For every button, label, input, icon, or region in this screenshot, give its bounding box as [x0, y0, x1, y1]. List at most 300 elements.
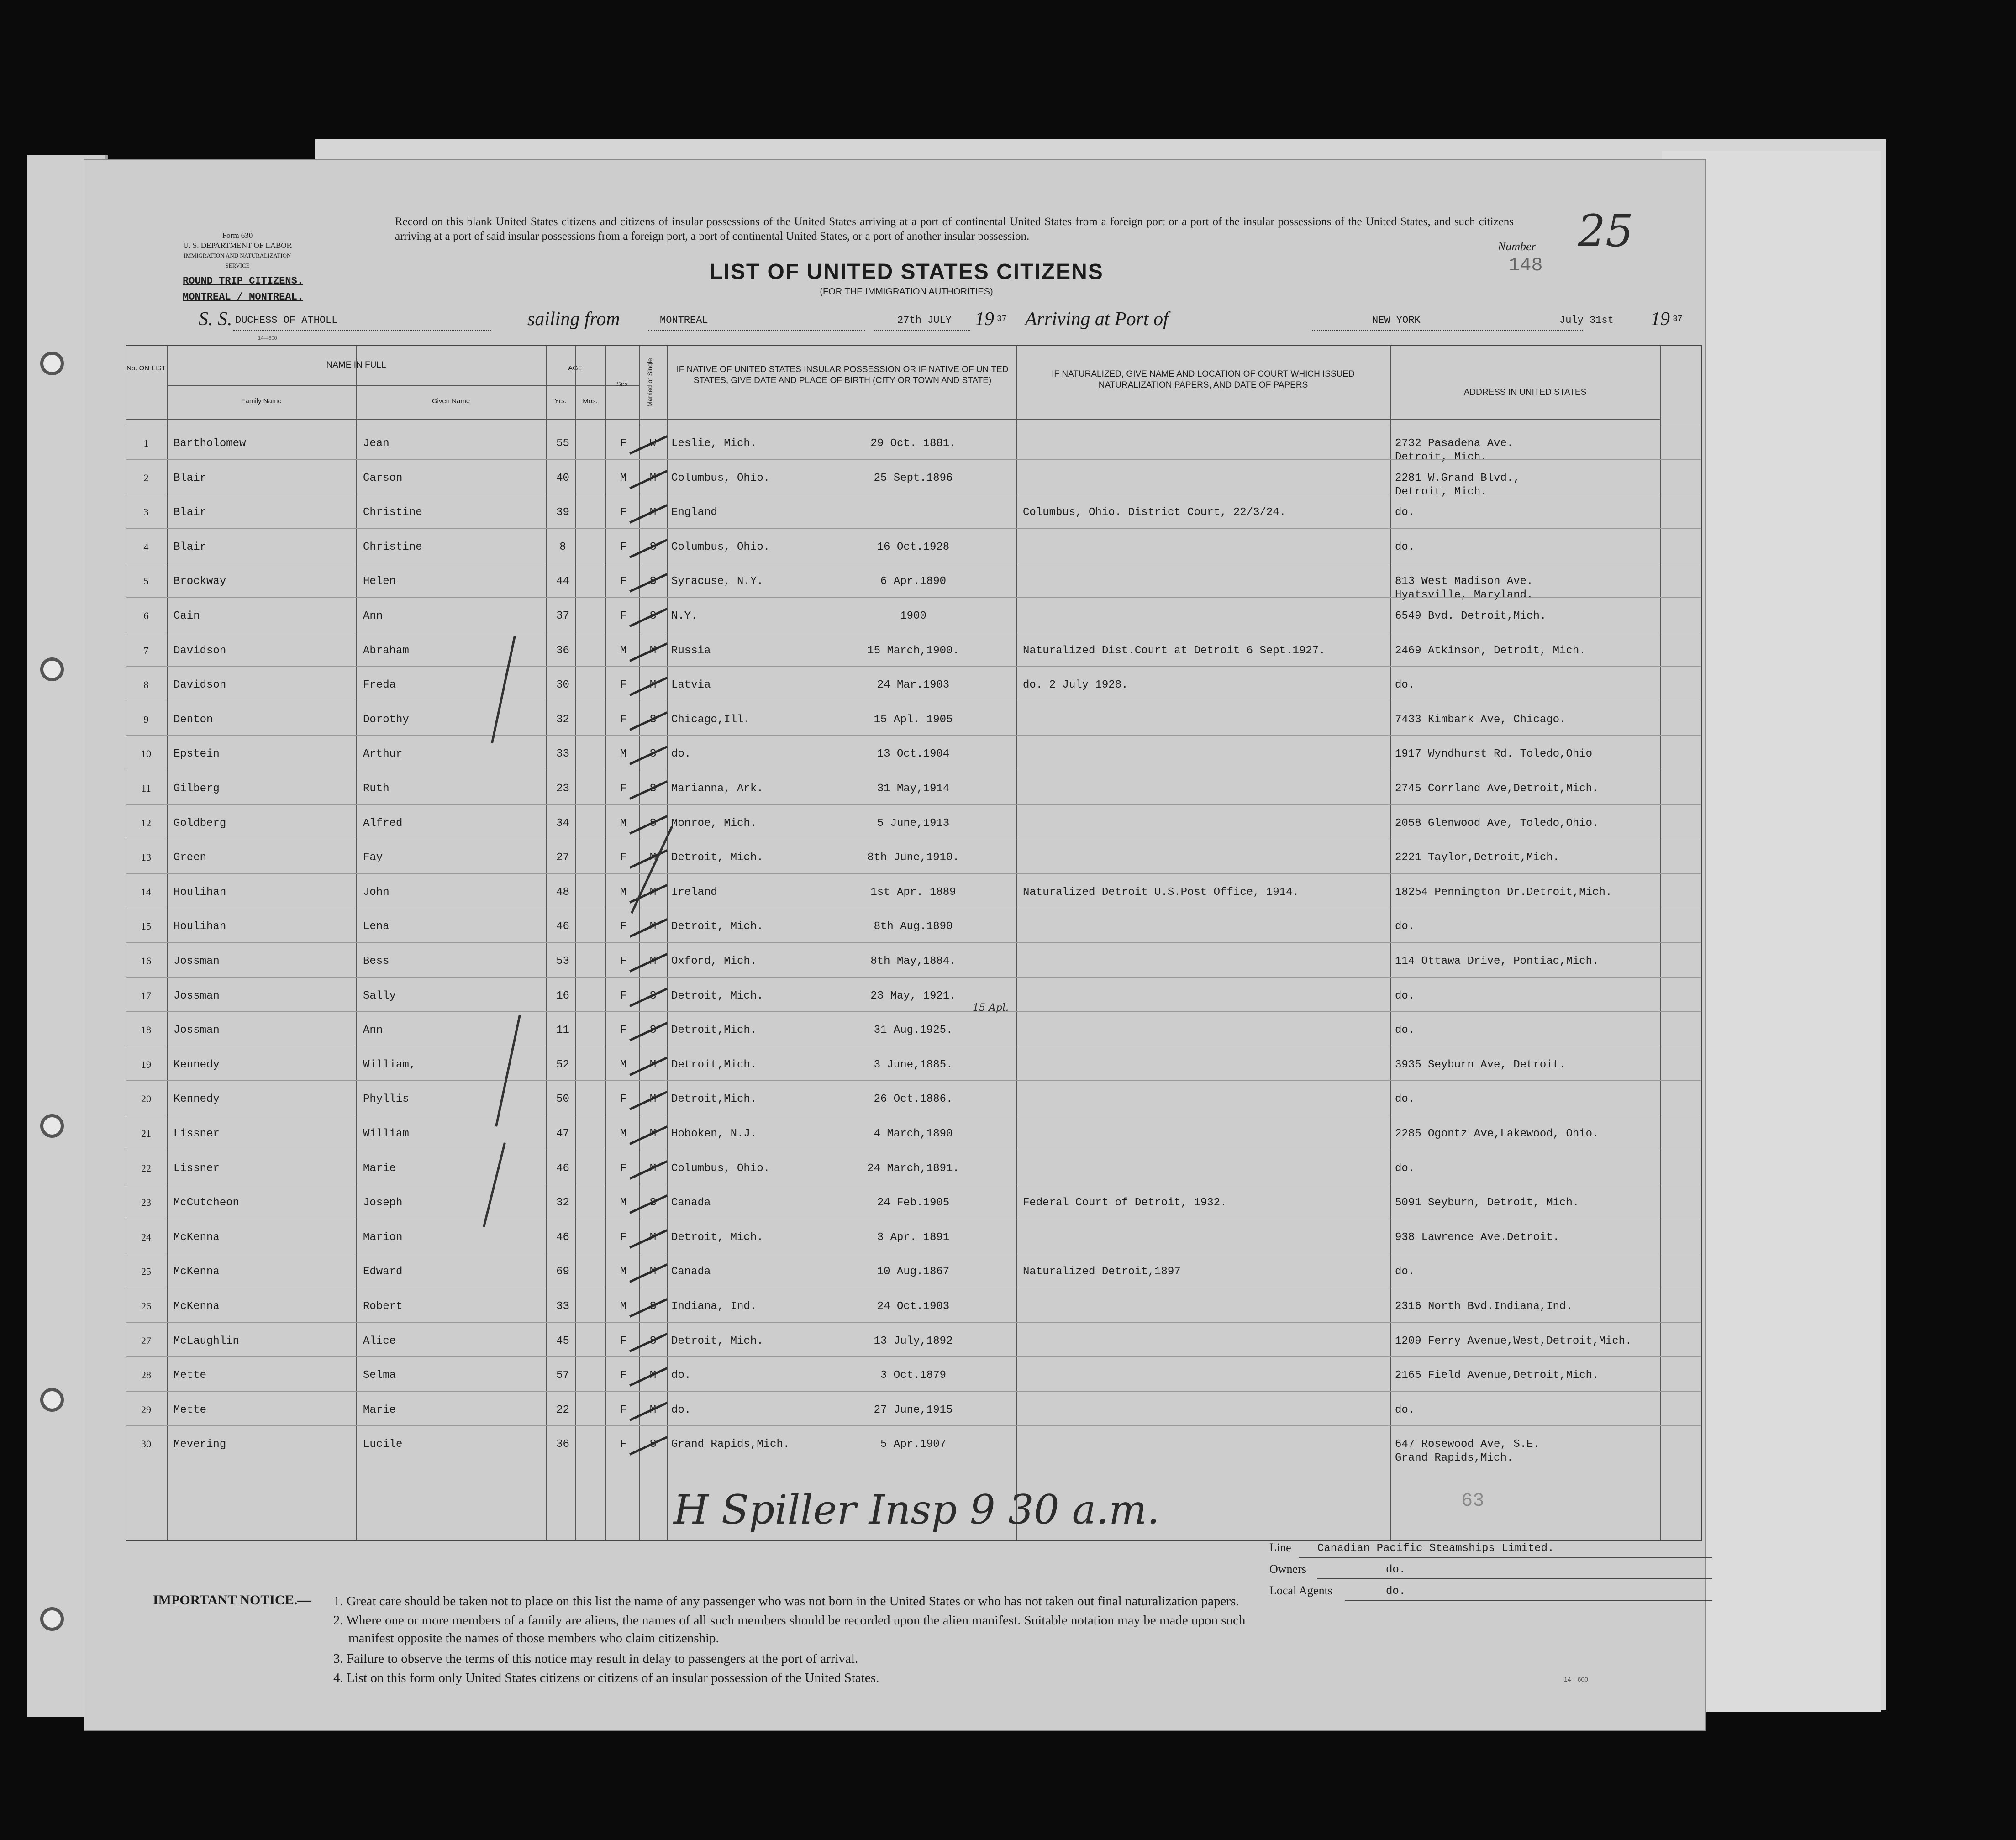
department: U. S. DEPARTMENT OF LABOR — [183, 241, 292, 250]
cell-sex: F — [620, 1024, 627, 1037]
cell-given: Carson — [363, 472, 403, 484]
table-row — [126, 1356, 1701, 1391]
cell-addr1: do. — [1395, 1024, 1415, 1037]
cell-date: 13 July,1892 — [874, 1335, 953, 1347]
cell-given: Alice — [363, 1335, 396, 1347]
number-label: Number — [1498, 240, 1536, 253]
cell-ms: S — [649, 1300, 657, 1313]
cell-addr1: 2285 Ogontz Ave,Lakewood, Ohio. — [1395, 1128, 1599, 1140]
cell-ms: M — [649, 1128, 657, 1140]
cell-yrs: 32 — [556, 1197, 569, 1209]
cell-date: 3 Apr. 1891 — [877, 1231, 950, 1244]
cell-nat: Federal Court of Detroit, 1932. — [1023, 1197, 1227, 1209]
row-rule — [126, 597, 1701, 598]
cell-nat: Naturalized Detroit,1897 — [1023, 1266, 1181, 1278]
cell-given: Alfred — [363, 817, 403, 830]
cell-addr1: 813 West Madison Ave. — [1395, 575, 1533, 588]
cell-addr1: 2732 Pasadena Ave. — [1395, 437, 1514, 450]
cell-ms: M — [649, 1266, 657, 1278]
row-rule — [126, 1011, 1701, 1012]
cell-yrs: 34 — [556, 817, 569, 830]
cell-addr1: 2316 North Bvd.Indiana,Ind. — [1395, 1300, 1573, 1313]
cell-nat: Naturalized Dist.Court at Detroit 6 Sept.1927. — [1023, 644, 1326, 657]
cell-addr1: do. — [1395, 920, 1415, 933]
cell-sex: F — [620, 713, 627, 726]
header-married-single: Married or Single — [646, 358, 653, 407]
cell-date: 3 June,1885. — [874, 1058, 953, 1071]
cell-sex: F — [620, 1438, 627, 1451]
cell-family: Bartholomew — [174, 437, 246, 450]
table-row — [126, 1150, 1701, 1184]
header-naturalized: IF NATURALIZED, GIVE NAME AND LOCATION OF COURT WHICH ISSUED NATURALIZATION PAPERS, AND DATE OF PAPERS — [1052, 369, 1355, 390]
underline — [874, 330, 970, 331]
cell-date: 4 March,1890 — [874, 1128, 953, 1140]
punch-hole — [40, 1114, 64, 1138]
table-row — [126, 494, 1701, 528]
year-from: 37 — [997, 315, 1007, 324]
cell-family: McCutcheon — [174, 1197, 240, 1209]
agents-label: Local Agents — [1269, 1584, 1332, 1597]
row-rule — [126, 977, 1701, 978]
cell-ms: M — [649, 1231, 657, 1244]
header-rule — [167, 385, 639, 386]
cell-no: 24 — [141, 1231, 151, 1243]
cell-no: 19 — [141, 1058, 151, 1070]
cell-sex: F — [620, 852, 627, 864]
cell-ms: M — [649, 1162, 657, 1175]
cell-given: Marie — [363, 1162, 396, 1175]
punch-hole — [40, 657, 64, 681]
cell-given: Lucile — [363, 1438, 403, 1451]
cell-ms: S — [649, 1438, 657, 1451]
manifest-form — [84, 160, 1705, 1730]
cell-addr2: Detroit, Mich. — [1395, 485, 1487, 498]
cell-date: 16 Oct.1928 — [877, 541, 950, 553]
cell-no: 17 — [141, 989, 151, 1001]
table-row — [126, 666, 1701, 701]
cell-nat: do. 2 July 1928. — [1023, 679, 1128, 692]
cell-sex: M — [620, 1058, 627, 1071]
passenger-table — [126, 345, 1702, 1541]
table-row — [126, 908, 1701, 942]
cell-no: 2 — [143, 472, 149, 484]
table-row — [126, 597, 1701, 632]
cell-sex: F — [620, 437, 627, 450]
cell-date: 25 Sept.1896 — [874, 472, 953, 484]
cell-ms: S — [649, 610, 657, 622]
cell-family: Brockway — [174, 575, 226, 588]
cell-addr1: 2058 Glenwood Ave, Toledo,Ohio. — [1395, 817, 1599, 830]
cell-ms: M — [649, 886, 657, 899]
cell-no: 5 — [143, 575, 149, 587]
cell-no: 11 — [141, 783, 151, 794]
cell-addr1: do. — [1395, 989, 1415, 1002]
cell-family: Mette — [174, 1404, 207, 1416]
cell-no: 9 — [143, 713, 149, 725]
row-rule — [126, 1391, 1701, 1392]
table-row — [126, 425, 1701, 463]
cell-yrs: 53 — [556, 955, 569, 967]
port-from: MONTREAL — [660, 315, 708, 326]
cell-addr1: do. — [1395, 1162, 1415, 1175]
cell-ms: M — [649, 679, 657, 692]
underline — [648, 330, 865, 331]
cell-ms: S — [649, 1197, 657, 1209]
cell-ms: M — [649, 506, 657, 519]
cell-given: Marion — [363, 1231, 403, 1244]
cell-yrs: 37 — [556, 610, 569, 622]
row-rule — [126, 942, 1701, 943]
cell-date: 10 Aug.1867 — [877, 1266, 950, 1278]
notice-1: 1. Great care should be taken not to place on this list the name of any passenger who was not born in the United States or who has not taken out final naturalization papers. — [333, 1594, 1239, 1609]
cell-place: Monroe, Mich. — [671, 817, 757, 830]
cell-sex: M — [620, 817, 627, 830]
row-rule — [126, 1080, 1701, 1081]
notice-2-cont: manifest opposite the names of those members who claim citizenship. — [348, 1631, 719, 1645]
page-subtitle: (FOR THE IMMIGRATION AUTHORITIES) — [820, 287, 993, 297]
year-from-prefix: 19 — [975, 309, 994, 330]
number-stamp: 148 — [1508, 254, 1543, 276]
punch-hole — [40, 1607, 64, 1631]
table-row — [126, 459, 1701, 498]
table-row — [126, 770, 1701, 804]
cell-addr1: 647 Rosewood Ave, S.E. — [1395, 1438, 1540, 1451]
cell-given: Christine — [363, 506, 422, 519]
cell-addr2: Detroit, Mich. — [1395, 451, 1487, 463]
header-given-name: Given Name — [432, 397, 470, 405]
sailing-label: sailing from — [527, 309, 620, 330]
row-rule — [126, 804, 1701, 805]
cell-sex: M — [620, 1128, 627, 1140]
table-row — [126, 735, 1701, 770]
cell-place: Canada — [671, 1266, 711, 1278]
print-code: 14—600 — [258, 336, 277, 341]
cell-yrs: 45 — [556, 1335, 569, 1347]
cell-addr1: 2165 Field Avenue,Detroit,Mich. — [1395, 1369, 1599, 1382]
cell-given: Sally — [363, 989, 396, 1002]
cell-addr1: do. — [1395, 1266, 1415, 1278]
cell-place: Syracuse, N.Y. — [671, 575, 763, 588]
row-rule — [126, 1322, 1701, 1323]
cell-sex: F — [620, 1335, 627, 1347]
cell-place: England — [671, 506, 717, 519]
cell-family: Green — [174, 852, 207, 864]
cell-yrs: 46 — [556, 1162, 569, 1175]
cell-place: do. — [671, 748, 691, 761]
row-rule — [126, 735, 1701, 736]
cell-addr1: 18254 Pennington Dr.Detroit,Mich. — [1395, 886, 1612, 899]
stamp-63: 63 — [1461, 1490, 1484, 1512]
intro-text: Record on this blank United States citizens and citizens of insular possessions of the United States arriving at a port of continental United States from a foreign port or a port of the insular possessions of the United States, and such citizens arriving at a port of said insular possessions from a foreign port, a port of continental United States, or a port of another insular possession. — [395, 216, 1514, 242]
cell-family: Blair — [174, 472, 207, 484]
form-header — [174, 231, 301, 271]
cell-date: 8th Aug.1890 — [874, 920, 953, 933]
cell-no: 3 — [143, 506, 149, 518]
cell-family: Jossman — [174, 989, 220, 1002]
header-address: ADDRESS IN UNITED STATES — [1463, 388, 1587, 397]
cell-yrs: 23 — [556, 783, 569, 795]
cell-yrs: 48 — [556, 886, 569, 899]
cell-sex: M — [620, 1197, 627, 1209]
cell-date: 24 March,1891. — [867, 1162, 959, 1175]
cell-ms: S — [649, 989, 657, 1002]
cell-given: Ruth — [363, 783, 390, 795]
header-age: AGE — [568, 364, 583, 372]
cell-given: William, — [363, 1058, 416, 1071]
cell-family: Denton — [174, 713, 213, 726]
header-yrs: Yrs. — [554, 397, 567, 405]
cell-family: Kennedy — [174, 1093, 220, 1106]
header-birth: IF NATIVE OF UNITED STATES INSULAR POSSESSION OR IF NATIVE OF UNITED STATES, GIVE DATE AND PLACE OF BIRTH (CITY OR TOWN AND STATE) — [676, 365, 1009, 385]
cell-place: Detroit, Mich. — [671, 1231, 763, 1244]
table-row — [126, 1253, 1701, 1288]
cell-sex: F — [620, 1162, 627, 1175]
table-row — [126, 632, 1701, 667]
cell-yrs: 57 — [556, 1369, 569, 1382]
cell-family: Lissner — [174, 1162, 220, 1175]
cell-no: 22 — [141, 1162, 151, 1174]
page-title: LIST OF UNITED STATES CITIZENS — [709, 260, 1104, 284]
cell-sex: F — [620, 920, 627, 933]
cell-place: Grand Rapids,Mich. — [671, 1438, 790, 1451]
cell-given: Freda — [363, 679, 396, 692]
cell-addr1: 6549 Bvd. Detroit,Mich. — [1395, 610, 1547, 622]
cell-addr1: 7433 Kimbark Ave, Chicago. — [1395, 713, 1566, 726]
cell-no: 8 — [143, 679, 149, 691]
cell-ms: M — [649, 1058, 657, 1071]
row-rule — [126, 1425, 1701, 1426]
number-handwritten: 25 — [1578, 205, 1634, 257]
cell-no: 18 — [141, 1024, 151, 1036]
cell-given: Ann — [363, 610, 383, 622]
cell-no: 26 — [141, 1300, 151, 1312]
table-row — [126, 942, 1701, 977]
cell-sex: M — [620, 748, 627, 761]
cell-family: Mette — [174, 1369, 207, 1382]
cell-date: 31 Aug.1925. — [874, 1024, 953, 1037]
cell-date: 8th June,1910. — [867, 852, 959, 864]
cell-yrs: 32 — [556, 713, 569, 726]
cell-family: Houlihan — [174, 886, 226, 899]
cell-addr1: do. — [1395, 506, 1415, 519]
punch-hole — [40, 1388, 64, 1412]
table-row — [126, 1115, 1701, 1150]
table-row — [126, 1046, 1701, 1081]
cell-family: Mevering — [174, 1438, 226, 1451]
port-to: NEW YORK — [1372, 315, 1421, 326]
cell-family: Jossman — [174, 955, 220, 967]
cell-ms: S — [649, 1024, 657, 1037]
cell-given: Selma — [363, 1369, 396, 1382]
cell-nat: Columbus, Ohio. District Court, 22/3/24. — [1023, 506, 1286, 519]
cell-family: Blair — [174, 541, 207, 553]
cell-given: Abraham — [363, 644, 409, 657]
cell-place: Detroit,Mich. — [671, 1093, 757, 1106]
cell-date: 15 March,1900. — [867, 644, 959, 657]
cell-given: Phyllis — [363, 1093, 409, 1106]
cell-date: 6 Apr.1890 — [880, 575, 947, 588]
header-rule — [126, 419, 1660, 420]
cell-addr1: do. — [1395, 1404, 1415, 1416]
cell-ms: S — [649, 1335, 657, 1347]
cell-yrs: 36 — [556, 644, 569, 657]
header-family-name: Family Name — [241, 397, 282, 405]
table-row — [126, 977, 1701, 1012]
round-trip-route: MONTREAL / MONTREAL. — [183, 291, 304, 303]
cell-family: Lissner — [174, 1128, 220, 1140]
cell-family: Davidson — [174, 644, 226, 657]
cell-family: Gilberg — [174, 783, 220, 795]
cell-given: Joseph — [363, 1197, 403, 1209]
table-row — [126, 701, 1701, 736]
cell-place: Chicago,Ill. — [671, 713, 750, 726]
cell-no: 4 — [143, 541, 149, 552]
table-row — [126, 563, 1701, 602]
cell-addr2: Hyatsville, Maryland. — [1395, 589, 1533, 602]
cell-sex: F — [620, 610, 627, 622]
cell-yrs: 47 — [556, 1128, 569, 1140]
cell-date: 5 June,1913 — [877, 817, 950, 830]
table-row — [126, 1011, 1701, 1046]
cell-no: 14 — [141, 886, 151, 898]
cell-yrs: 50 — [556, 1093, 569, 1106]
row-rule — [126, 459, 1701, 460]
cell-family: Jossman — [174, 1024, 220, 1037]
cell-yrs: 33 — [556, 1300, 569, 1313]
row9-annotation: 15 Apl. — [973, 1002, 1009, 1014]
cell-date: 24 Oct.1903 — [877, 1300, 950, 1313]
cell-sex: F — [620, 1093, 627, 1106]
cell-place: Detroit, Mich. — [671, 852, 763, 864]
cell-ms: M — [649, 472, 657, 484]
cell-family: Houlihan — [174, 920, 226, 933]
cell-ms: M — [649, 1404, 657, 1416]
cell-place: Detroit,Mich. — [671, 1058, 757, 1071]
cell-given: Ann — [363, 1024, 383, 1037]
cell-sex: F — [620, 989, 627, 1002]
cell-no: 16 — [141, 955, 151, 967]
cell-addr1: 3935 Seyburn Ave, Detroit. — [1395, 1058, 1566, 1071]
cell-yrs: 16 — [556, 989, 569, 1002]
cell-place: Oxford, Mich. — [671, 955, 757, 967]
cell-yrs: 11 — [556, 1024, 569, 1037]
cell-date: 23 May, 1921. — [870, 989, 956, 1002]
cell-sex: F — [620, 1404, 627, 1416]
date-from: 27th JULY — [897, 315, 952, 326]
cell-date: 13 Oct.1904 — [877, 748, 950, 761]
header-no: No. ON LIST — [126, 364, 166, 372]
cell-date: 1st Apr. 1889 — [870, 886, 956, 899]
row-rule — [126, 873, 1701, 874]
cell-date: 15 Apl. 1905 — [874, 713, 953, 726]
cell-yrs: 55 — [556, 437, 569, 450]
agents-value: do. — [1386, 1585, 1406, 1598]
cell-place: Detroit, Mich. — [671, 989, 763, 1002]
cell-sex: F — [620, 506, 627, 519]
table-row — [126, 1425, 1701, 1465]
cell-ms: S — [649, 748, 657, 761]
cell-given: Dorothy — [363, 713, 409, 726]
cell-place: Canada — [671, 1197, 711, 1209]
notice-4: 4. List on this form only United States citizens or citizens of an insular possession of the United States. — [333, 1671, 879, 1685]
row-rule — [126, 528, 1701, 529]
cell-no: 27 — [141, 1335, 151, 1346]
cell-no: 28 — [141, 1369, 151, 1381]
cell-family: McKenna — [174, 1266, 220, 1278]
cell-yrs: 36 — [556, 1438, 569, 1451]
underline — [1299, 1557, 1712, 1558]
cell-sex: M — [620, 1300, 627, 1313]
cell-sex: M — [620, 644, 627, 657]
cell-family: Goldberg — [174, 817, 226, 830]
cell-given: Christine — [363, 541, 422, 553]
year-to-prefix: 19 — [1651, 309, 1670, 330]
cell-addr1: 2745 Corrland Ave,Detroit,Mich. — [1395, 783, 1599, 795]
ship-name: DUCHESS OF ATHOLL — [235, 315, 338, 326]
cell-sex: M — [620, 1266, 627, 1278]
cell-date: 26 Oct.1886. — [874, 1093, 953, 1106]
cell-ms: S — [649, 713, 657, 726]
cell-nat: Naturalized Detroit U.S.Post Office, 1914. — [1023, 886, 1299, 899]
cell-place: Hoboken, N.J. — [671, 1128, 757, 1140]
service: IMMIGRATION AND NATURALIZATION SERVICE — [184, 252, 291, 269]
header-name-in-full: NAME IN FULL — [326, 360, 386, 370]
notice-heading: IMPORTANT NOTICE.— — [153, 1593, 311, 1608]
cell-yrs: 27 — [556, 852, 569, 864]
table-row — [126, 1184, 1701, 1219]
round-trip-label: ROUND TRIP CITIZENS. — [183, 275, 304, 287]
inspector-signature: H Spiller Insp 9 30 a.m. — [674, 1486, 1160, 1533]
cell-family: McKenna — [174, 1231, 220, 1244]
cell-addr1: do. — [1395, 1093, 1415, 1106]
cell-addr1: do. — [1395, 679, 1415, 692]
cell-place: Columbus, Ohio. — [671, 1162, 770, 1175]
underline — [233, 330, 491, 331]
cell-yrs: 46 — [556, 920, 569, 933]
cell-addr1: 1917 Wyndhurst Rd. Toledo,Ohio — [1395, 748, 1593, 761]
cell-place: Detroit, Mich. — [671, 1335, 763, 1347]
table-row — [126, 1219, 1701, 1253]
owners-value: do. — [1386, 1564, 1406, 1576]
cell-given: Lena — [363, 920, 390, 933]
cell-date: 29 Oct. 1881. — [870, 437, 956, 450]
row-rule — [126, 666, 1701, 667]
header-mos: Mos. — [583, 397, 598, 405]
cell-yrs: 46 — [556, 1231, 569, 1244]
cell-sex: F — [620, 1231, 627, 1244]
cell-given: Robert — [363, 1300, 403, 1313]
cell-ms: S — [649, 817, 657, 830]
cell-date: 8th May,1884. — [870, 955, 956, 967]
cell-place: Columbus, Ohio. — [671, 472, 770, 484]
cell-yrs: 69 — [556, 1266, 569, 1278]
cell-yrs: 33 — [556, 748, 569, 761]
cell-place: Leslie, Mich. — [671, 437, 757, 450]
cell-yrs: 30 — [556, 679, 569, 692]
cell-place: Ireland — [671, 886, 717, 899]
cell-no: 21 — [141, 1128, 151, 1139]
cell-ms: S — [649, 783, 657, 795]
cell-ms: W — [649, 437, 657, 450]
cell-given: Fay — [363, 852, 383, 864]
cell-family: Kennedy — [174, 1058, 220, 1071]
cell-addr1: do. — [1395, 541, 1415, 553]
underline — [1317, 1578, 1712, 1579]
cell-given: William — [363, 1128, 409, 1140]
notice-2: 2. Where one or more members of a family are aliens, the names of all such members should be recorded upon the alien manifest. Suitable notation may be made upon such — [333, 1613, 1246, 1628]
cell-family: McLaughlin — [174, 1335, 240, 1347]
cell-no: 15 — [141, 920, 151, 932]
